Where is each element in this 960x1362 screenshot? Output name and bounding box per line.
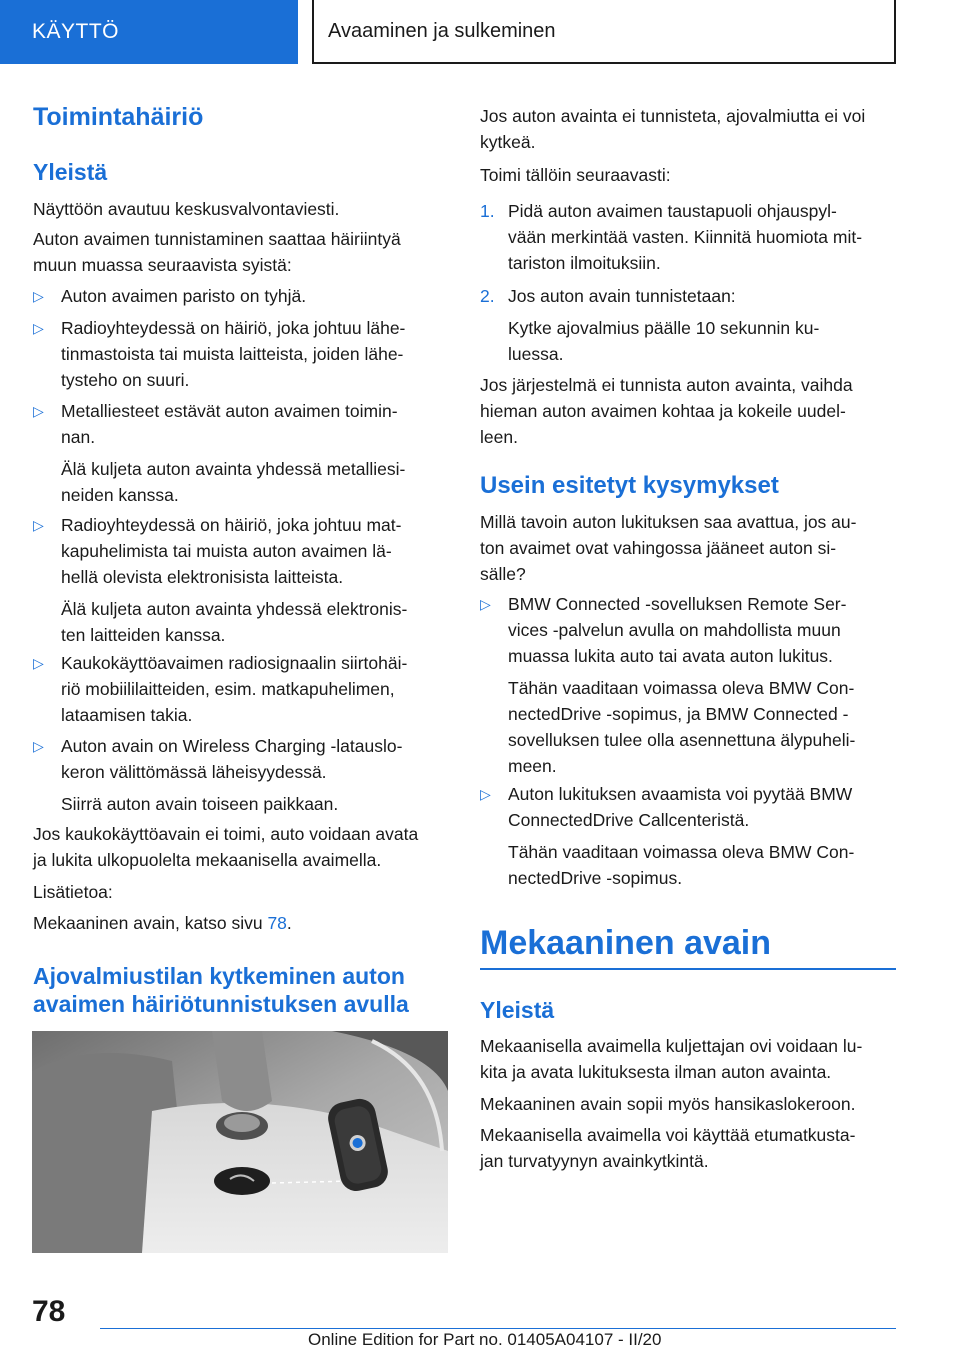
more-info-label: Lisätietoa: bbox=[33, 882, 113, 902]
subheading-yleista: Yleistä bbox=[33, 159, 108, 185]
triangle-right-outline-icon: ▷ bbox=[33, 288, 44, 304]
footer-edition: Online Edition for Part no. 01405A04107 - II/20 bbox=[308, 1330, 662, 1349]
list-note: Siirrä auton avain toiseen paikkaan. bbox=[61, 794, 339, 814]
list-item: ▷ BMW Connected -sovelluksen Remote Ser- vices -palvelun avulla on mahdollista muun muassa lukita auto tai avata auton lukitus. Tähän vaaditaan voimassa oleva BMW Con- nectedDrive -sopimus, ja BMW Connected - sovelluksen tulee olla asennettuna älypuheli- meen. bbox=[480, 591, 896, 779]
list-note: Tähän vaaditaan voimassa oleva BMW Con- nectedDrive -sopimus. bbox=[508, 842, 855, 888]
heading-rule bbox=[480, 968, 896, 970]
photo-illustration bbox=[32, 1031, 448, 1253]
numbered-step: 2. Jos auton avain tunnistetaan: Kytke ajovalmius päälle 10 sekunnin ku- luessa. bbox=[480, 283, 896, 367]
list-item: ▷ Kaukokäyttöavaimen radiosignaalin siirtohäi- riö mobiililaitteiden, esim. matkapuhelimen, lataamisen takia. bbox=[33, 650, 448, 728]
paragraph: Mekaaninen avain sopii myös hansikaslokeroon. bbox=[480, 1094, 856, 1114]
numbered-step: 1. Pidä auton avaimen taustapuoli ohjauspyl- vään merkintää vasten. Kiinnitä huomiota mit- tariston ilmoituksiin. bbox=[480, 198, 896, 276]
list-item: ▷ Radioyhteydessä on häiriö, joka johtuu mat- kapuhelimista tai muista auton avaimen lä- hellä olevista elektronisista laitteista. Älä kuljeta auton avainta yhdessä elektronis- ten laitteiden kanssa. bbox=[33, 512, 448, 648]
subheading-yleista: Yleistä bbox=[480, 997, 555, 1023]
paragraph: Mekaanisella avaimella kuljettajan ovi voidaan lu- kita ja avata lukituksesta ilman auton avainta. bbox=[480, 1036, 863, 1082]
list-note: Tähän vaaditaan voimassa oleva BMW Con- nectedDrive -sopimus, ja BMW Connected - sovelluksen tulee olla asennettuna älypuheli- meen. bbox=[508, 678, 856, 776]
faq-question: Millä tavoin auton lukituksen saa avattua, jos au- ton avaimet ovat vahingossa jääneet auton si- sälle? bbox=[480, 512, 857, 584]
heading-mekaaninen-avain: Mekaaninen avain bbox=[480, 924, 772, 962]
section-label: KÄYTTÖ bbox=[32, 20, 120, 43]
step-number: 2. bbox=[480, 286, 495, 306]
paragraph: Auton avaimen tunnistaminen saattaa häiriintyä muun muassa seuraavista syistä: bbox=[33, 229, 401, 275]
triangle-right-outline-icon: ▷ bbox=[33, 738, 44, 754]
triangle-right-outline-icon: ▷ bbox=[480, 786, 491, 802]
footer-rule bbox=[100, 1328, 896, 1329]
list-item: ▷ Auton avain on Wireless Charging -latauslo- keron välittömässä läheisyydessä. Siirrä auton avain toiseen paikkaan. bbox=[33, 733, 448, 817]
paragraph: Jos kaukokäyttöavain ei toimi, auto voidaan avata ja lukita ulkopuolelta mekaanisella avaimella. bbox=[33, 824, 419, 870]
triangle-right-outline-icon: ▷ bbox=[480, 596, 491, 612]
page-link[interactable]: 78 bbox=[267, 913, 287, 933]
heading-toimintahairio: Toimintahäiriö bbox=[33, 103, 204, 131]
heading-faq: Usein esitetyt kysymykset bbox=[480, 472, 779, 499]
list-item: ▷ Radioyhteydessä on häiriö, joka johtuu lähe- tinmastoista tai muista laitteista, joiden lähe- tysteho on suuri. bbox=[33, 315, 448, 393]
key-at-steering-column-photo bbox=[32, 1031, 448, 1253]
chapter-title: Avaaminen ja sulkeminen bbox=[328, 19, 556, 42]
page-number: 78 bbox=[32, 1295, 66, 1328]
triangle-right-outline-icon: ▷ bbox=[33, 403, 44, 419]
triangle-right-outline-icon: ▷ bbox=[33, 655, 44, 671]
list-item: ▷ Auton avaimen paristo on tyhjä. bbox=[33, 283, 448, 309]
triangle-right-outline-icon: ▷ bbox=[33, 320, 44, 336]
chapter-title-box bbox=[312, 0, 896, 64]
step-number: 1. bbox=[480, 201, 495, 221]
step-note: Kytke ajovalmius päälle 10 sekunnin ku- luessa. bbox=[508, 318, 820, 364]
list-item: ▷ Auton lukituksen avaamista voi pyytää BMW ConnectedDrive Callcenteristä. Tähän vaaditaan voimassa oleva BMW Con- nectedDrive -sopimus. bbox=[480, 781, 896, 891]
section-tab bbox=[0, 0, 298, 64]
paragraph: Jos auton avainta ei tunnisteta, ajovalmiutta ei voi kytkeä. bbox=[480, 106, 866, 152]
heading-ajovalmiustila: Ajovalmiustilan kytkeminen auton avaimen häiriötunnistuksen avulla bbox=[33, 963, 409, 1017]
paragraph: Jos järjestelmä ei tunnista auton avainta, vaihda hieman auton avaimen kohtaa ja kokeile uudel- leen. bbox=[480, 375, 853, 447]
triangle-right-outline-icon: ▷ bbox=[33, 517, 44, 533]
list-note: Älä kuljeta auton avainta yhdessä metalliesi- neiden kanssa. bbox=[61, 459, 406, 505]
list-item: ▷ Metalliesteet estävät auton avaimen toimin- nan. Älä kuljeta auton avainta yhdessä metalliesi- neiden kanssa. bbox=[33, 398, 448, 508]
cross-reference: Mekaaninen avain, katso sivu 78. bbox=[33, 913, 292, 933]
list-note: Älä kuljeta auton avainta yhdessä elektronis- ten laitteiden kanssa. bbox=[61, 599, 408, 645]
paragraph: Näyttöön avautuu keskusvalvontaviesti. bbox=[33, 199, 340, 219]
paragraph: Mekaanisella avaimella voi käyttää etumatkusta- jan turvatyynyn avainkytkintä. bbox=[480, 1125, 856, 1171]
paragraph: Toimi tällöin seuraavasti: bbox=[480, 165, 671, 185]
